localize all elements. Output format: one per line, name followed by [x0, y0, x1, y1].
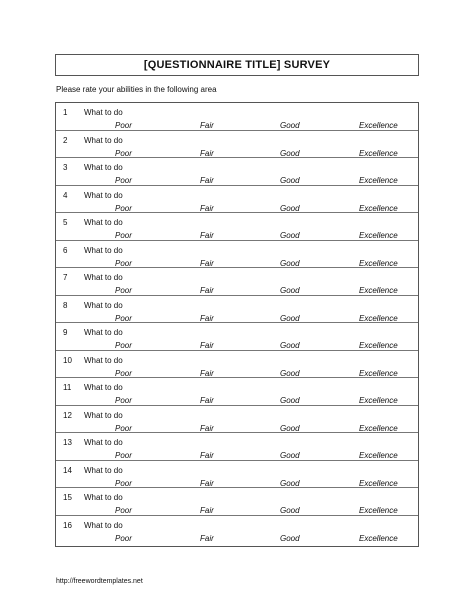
- rating-option-good[interactable]: Good: [280, 506, 300, 515]
- row-number: 16: [63, 520, 72, 530]
- question-text: What to do: [84, 218, 123, 227]
- rating-option-poor[interactable]: Poor: [115, 203, 132, 213]
- rating-option-poor[interactable]: Poor: [115, 258, 132, 268]
- survey-row: [56, 158, 418, 186]
- rating-option-good[interactable]: Good: [280, 368, 300, 378]
- row-number: 8: [63, 300, 68, 310]
- rating-option-good[interactable]: Good: [280, 203, 300, 213]
- rating-option-good[interactable]: Good: [280, 423, 300, 433]
- rating-option-fair[interactable]: Fair: [200, 176, 214, 185]
- rating-option-fair[interactable]: Fair: [200, 341, 214, 350]
- row-number: 15: [63, 493, 72, 502]
- rating-option-good[interactable]: Good: [280, 396, 300, 405]
- row-number: 3: [63, 163, 68, 172]
- row-number: 4: [63, 190, 68, 200]
- instructions-text: Please rate your abilities in the following area: [56, 85, 217, 94]
- row-number: 6: [63, 245, 68, 255]
- rating-option-fair[interactable]: Fair: [200, 396, 214, 405]
- rating-option-excellence[interactable]: Excellence: [359, 341, 398, 350]
- rating-option-excellence[interactable]: Excellence: [359, 396, 398, 405]
- row-number: 14: [63, 465, 72, 475]
- survey-row: [56, 268, 418, 296]
- rating-option-fair[interactable]: Fair: [200, 368, 214, 378]
- question-text: What to do: [84, 465, 123, 475]
- rating-option-good[interactable]: Good: [280, 451, 300, 460]
- rating-option-poor[interactable]: Poor: [115, 368, 132, 378]
- question-text: What to do: [84, 163, 123, 172]
- question-text: What to do: [84, 438, 123, 447]
- rating-option-poor[interactable]: Poor: [115, 341, 132, 350]
- rating-option-fair[interactable]: Fair: [200, 533, 214, 543]
- survey-row: [56, 433, 418, 461]
- rating-option-excellence[interactable]: Excellence: [359, 313, 398, 323]
- question-text: What to do: [84, 355, 123, 365]
- question-text: What to do: [84, 410, 123, 420]
- question-text: What to do: [84, 135, 123, 145]
- rating-option-fair[interactable]: Fair: [200, 121, 214, 130]
- rating-option-fair[interactable]: Fair: [200, 506, 214, 515]
- survey-row: [56, 323, 418, 351]
- survey-row: [56, 516, 418, 544]
- rating-option-poor[interactable]: Poor: [115, 478, 132, 488]
- rating-option-excellence[interactable]: Excellence: [359, 506, 398, 515]
- question-text: What to do: [84, 245, 123, 255]
- row-number: 12: [63, 410, 72, 420]
- survey-title: [QUESTIONNAIRE TITLE] SURVEY: [55, 54, 419, 76]
- rating-option-fair[interactable]: Fair: [200, 203, 214, 213]
- survey-row: [56, 351, 418, 379]
- rating-option-poor[interactable]: Poor: [115, 533, 132, 543]
- survey-row: [56, 241, 418, 269]
- rating-option-excellence[interactable]: Excellence: [359, 533, 398, 543]
- question-text: What to do: [84, 108, 123, 117]
- row-number: 9: [63, 328, 68, 337]
- question-text: What to do: [84, 520, 123, 530]
- footer-url: http://freewordtemplates.net: [56, 578, 143, 585]
- rating-option-poor[interactable]: Poor: [115, 231, 132, 240]
- survey-row: [56, 131, 418, 159]
- survey-row: [56, 488, 418, 516]
- survey-row: [56, 406, 418, 434]
- rating-option-poor[interactable]: Poor: [115, 396, 132, 405]
- rating-option-good[interactable]: Good: [280, 148, 300, 158]
- row-number: 1: [63, 108, 68, 117]
- rating-option-excellence[interactable]: Excellence: [359, 478, 398, 488]
- rating-option-fair[interactable]: Fair: [200, 451, 214, 460]
- question-text: What to do: [84, 190, 123, 200]
- rating-option-poor[interactable]: Poor: [115, 423, 132, 433]
- rating-option-fair[interactable]: Fair: [200, 258, 214, 268]
- rating-option-poor[interactable]: Poor: [115, 148, 132, 158]
- rating-option-fair[interactable]: Fair: [200, 478, 214, 488]
- rating-option-poor[interactable]: Poor: [115, 176, 132, 185]
- question-text: What to do: [84, 493, 123, 502]
- rating-option-poor[interactable]: Poor: [115, 121, 132, 130]
- question-text: What to do: [84, 273, 123, 282]
- rating-option-excellence[interactable]: Excellence: [359, 423, 398, 433]
- rating-option-good[interactable]: Good: [280, 286, 300, 295]
- rating-option-excellence[interactable]: Excellence: [359, 148, 398, 158]
- rating-option-fair[interactable]: Fair: [200, 231, 214, 240]
- row-number: 13: [63, 438, 72, 447]
- rating-option-excellence[interactable]: Excellence: [359, 451, 398, 460]
- question-text: What to do: [84, 300, 123, 310]
- rating-option-excellence[interactable]: Excellence: [359, 121, 398, 130]
- question-text: What to do: [84, 328, 123, 337]
- rating-option-excellence[interactable]: Excellence: [359, 203, 398, 213]
- rating-option-poor[interactable]: Poor: [115, 313, 132, 323]
- rating-option-good[interactable]: Good: [280, 176, 300, 185]
- row-number: 2: [63, 135, 68, 145]
- rating-option-excellence[interactable]: Excellence: [359, 286, 398, 295]
- rating-option-good[interactable]: Good: [280, 478, 300, 488]
- row-number: 11: [63, 383, 72, 392]
- rating-option-good[interactable]: Good: [280, 341, 300, 350]
- survey-row: [56, 296, 418, 324]
- row-number: 7: [63, 273, 68, 282]
- rating-option-good[interactable]: Good: [280, 313, 300, 323]
- rating-option-excellence[interactable]: Excellence: [359, 258, 398, 268]
- rating-option-fair[interactable]: Fair: [200, 148, 214, 158]
- rating-option-excellence[interactable]: Excellence: [359, 176, 398, 185]
- rating-option-good[interactable]: Good: [280, 121, 300, 130]
- rating-option-excellence[interactable]: Excellence: [359, 368, 398, 378]
- rating-option-fair[interactable]: Fair: [200, 423, 214, 433]
- row-number: 5: [63, 218, 68, 227]
- rating-option-good[interactable]: Good: [280, 231, 300, 240]
- row-number: 10: [63, 355, 72, 365]
- rating-option-poor[interactable]: Poor: [115, 286, 132, 295]
- rating-option-excellence[interactable]: Excellence: [359, 231, 398, 240]
- survey-table: [55, 102, 419, 547]
- survey-row: [56, 461, 418, 489]
- rating-option-fair[interactable]: Fair: [200, 313, 214, 323]
- survey-row: [56, 186, 418, 214]
- survey-row: [56, 213, 418, 241]
- survey-row: [56, 103, 418, 131]
- rating-option-poor[interactable]: Poor: [115, 506, 132, 515]
- rating-option-fair[interactable]: Fair: [200, 286, 214, 295]
- survey-row: [56, 378, 418, 406]
- question-text: What to do: [84, 383, 123, 392]
- rating-option-good[interactable]: Good: [280, 258, 300, 268]
- rating-option-good[interactable]: Good: [280, 533, 300, 543]
- rating-option-poor[interactable]: Poor: [115, 451, 132, 460]
